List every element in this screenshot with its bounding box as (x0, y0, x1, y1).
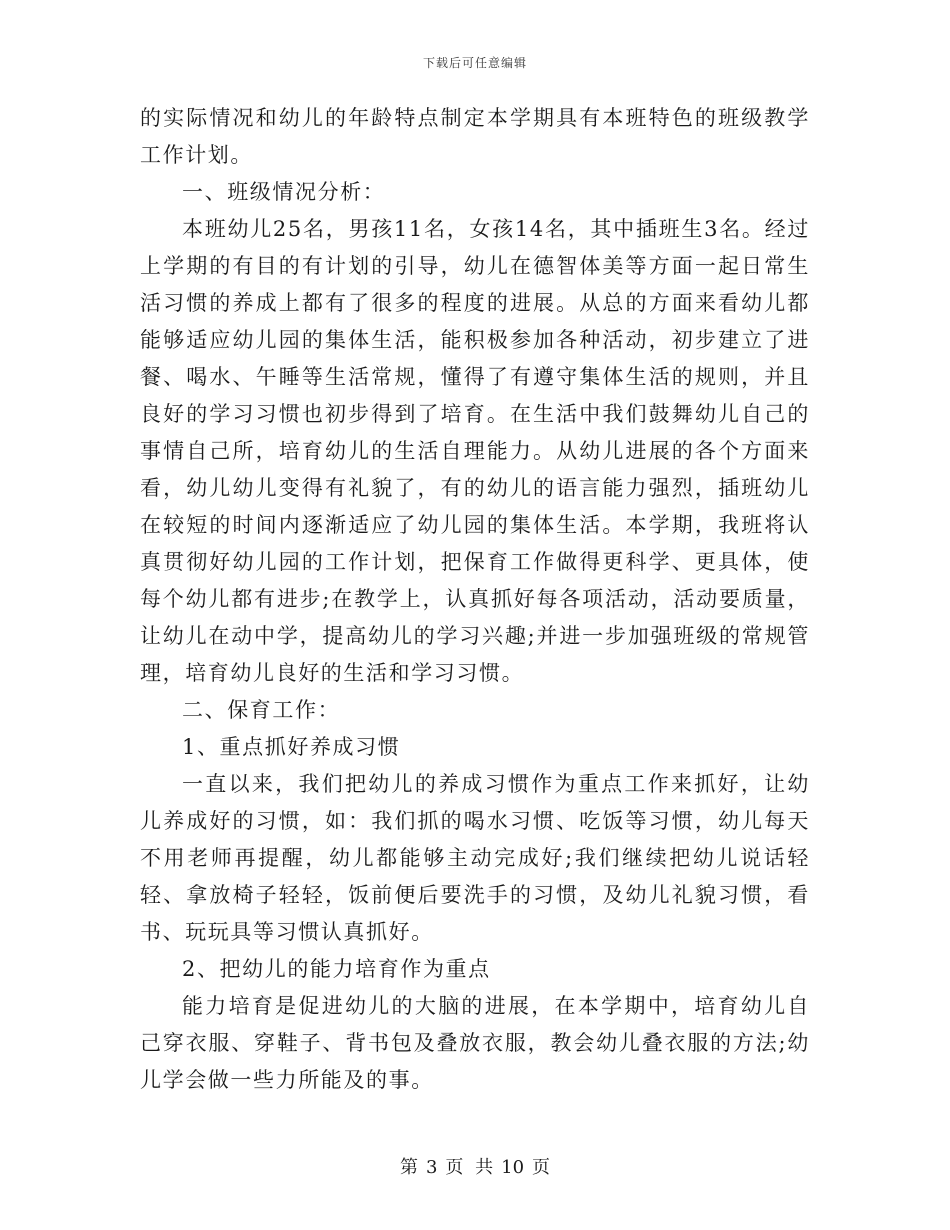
footer-middle: 页 共 (445, 1157, 494, 1178)
total-pages-number: 10 (501, 1157, 525, 1178)
footer-prefix: 第 (399, 1157, 418, 1178)
paragraph: 的实际情况和幼儿的年龄特点制定本学期具有本班特色的班级教学工作计划。 (140, 106, 810, 167)
footer-suffix: 页 (532, 1157, 551, 1178)
page-footer (0, 1153, 950, 1179)
paragraph: 一直以来，我们把幼儿的养成习惯作为重点工作来抓好，让幼儿养成好的习惯，如：我们抓的喝水习惯、吃饭等习惯，幼儿每天不用老师再提醒，幼儿都能够主动完成好;我们继续把幼儿说话轻轻、拿放椅子轻轻，饭前便后要洗手的习惯，及幼儿礼貌习惯，看书、玩玩具等习惯认真抓好。 (140, 772, 810, 944)
section-heading: 一、班级情况分析： (182, 180, 386, 204)
body-text (140, 100, 810, 1099)
current-page-number: 3 (425, 1157, 438, 1178)
paragraph: 能力培育是促进幼儿的大脑的进展，在本学期中，培育幼儿自己穿衣服、穿鞋子、背书包及叠放衣服，教会幼儿叠衣服的方法;幼儿学会做一些力所能及的事。 (140, 994, 810, 1092)
section-heading: 二、保育工作： (182, 698, 341, 722)
paragraph: 本班幼儿25名，男孩11名，女孩14名，其中插班生3名。经过上学期的有目的有计划的引导，幼儿在德智体美等方面一起日常生活习惯的养成上都有了很多的程度的进展。从总的方面来看幼儿都能够适应幼儿园的集体生活，能积极参加各种活动，初步建立了进餐、喝水、午睡等生活常规，懂得了有遵守集体生活的规则，并且良好的学习习惯也初步得到了培育。在生活中我们鼓舞幼儿自己的事情自己所，培育幼儿的生活自理能力。从幼儿进展的各个方面来看，幼儿幼儿变得有礼貌了，有的幼儿的语言能力强烈，插班幼儿在较短的时间内逐渐适应了幼儿园的集体生活。本学期，我班将认真贯彻好幼儿园的工作计划，把保育工作做得更科学、更具体，使每个幼儿都有进步;在教学上，认真抓好每各项活动，活动要质量，让幼儿在动中学，提高幼儿的学习兴趣;并进一步加强班级的常规管理，培育幼儿良好的生活和学习习惯。 (140, 217, 810, 685)
subsection-heading: 2、把幼儿的能力培育作为重点 (182, 957, 491, 981)
subsection-heading: 1、重点抓好养成习惯 (182, 735, 401, 759)
page-header: 下载后可任意编辑 (422, 56, 527, 70)
